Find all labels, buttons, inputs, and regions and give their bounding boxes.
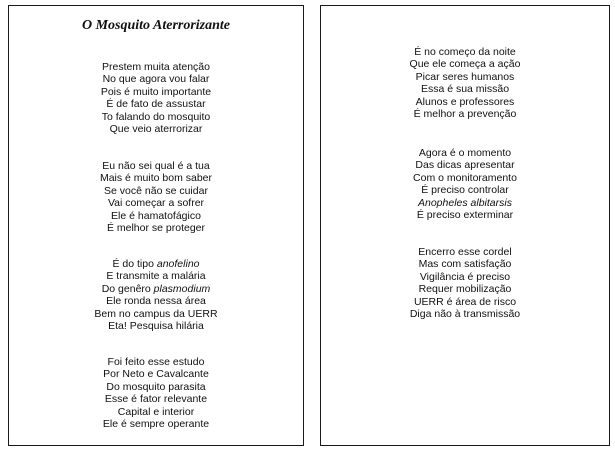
- poem-line: [321, 246, 609, 258]
- poem-line: [9, 295, 303, 307]
- poem-line: [321, 308, 609, 320]
- poem-line: [9, 185, 303, 197]
- line-text: Ele ronda nessa área: [106, 295, 206, 308]
- poem-line: [9, 61, 303, 73]
- italic-term: plasmodium: [153, 282, 211, 295]
- line-text: UERR é área de risco: [413, 295, 517, 308]
- line-text: Ele é hamatofágico: [111, 209, 201, 222]
- poem-line: [321, 271, 609, 283]
- poem-line: [9, 381, 303, 393]
- line-text: Capital e interior: [117, 405, 195, 418]
- poem-line: [9, 123, 303, 135]
- poem-line: [321, 159, 609, 171]
- poem-line: [9, 368, 303, 380]
- poem-line: [9, 418, 303, 430]
- poem-line: [321, 184, 609, 196]
- poem-line: [9, 111, 303, 123]
- stanza-6: [321, 147, 609, 221]
- line-text: Que veio aterrorizar: [109, 123, 203, 136]
- line-text: Essa é sua missão: [420, 83, 510, 96]
- line-text: Eu não sei qual é a tua: [102, 160, 210, 172]
- poem-line: [9, 356, 303, 368]
- poem-line: [321, 46, 609, 58]
- poem-line: [9, 172, 303, 184]
- line-text: Encerro esse cordel: [418, 246, 512, 258]
- poem-line: [9, 283, 303, 295]
- line-text: Pois é muito importante: [100, 85, 212, 98]
- poem-line: [9, 270, 303, 282]
- line-text: Mais é muito bom saber: [99, 172, 213, 185]
- line-text: Vigilância é preciso: [419, 270, 511, 283]
- line-text: Do genêro: [101, 282, 154, 295]
- poem-page-right: [320, 5, 610, 446]
- poem-title: O Mosquito Aterrorizante: [81, 18, 231, 33]
- poem-line: [9, 222, 303, 234]
- line-text: Vai começar a sofrer: [107, 197, 205, 210]
- stanza-3: [9, 258, 303, 332]
- poem-line: [321, 108, 609, 120]
- line-text: Foi feito esse estudo: [107, 356, 205, 368]
- line-text: Picar seres humanos: [415, 70, 515, 83]
- poem-line: [9, 406, 303, 418]
- poem-line: [9, 160, 303, 172]
- line-text: Ele é sempre operante: [102, 418, 210, 431]
- poem-line: [9, 73, 303, 85]
- poem-line: [9, 98, 303, 110]
- poem-line: [321, 96, 609, 108]
- poem-line: [9, 210, 303, 222]
- line-text: Bem no campus da UERR: [94, 307, 218, 320]
- poem-line: [321, 58, 609, 70]
- poem-line: [9, 308, 303, 320]
- poem-line: [321, 197, 609, 209]
- poem-line: [321, 258, 609, 270]
- poem-page-left: [8, 5, 304, 446]
- line-text: É preciso exterminar: [416, 209, 514, 222]
- stanza-4: [9, 356, 303, 430]
- poem-line: [321, 209, 609, 221]
- line-text: Que ele começa a ação: [409, 58, 521, 71]
- stanza-5: [321, 46, 609, 120]
- line-text: É no começo da noite: [414, 46, 516, 58]
- poem-line: [321, 296, 609, 308]
- line-text: É melhor se proteger: [106, 222, 206, 235]
- line-text: Por Neto e Cavalcante: [103, 368, 209, 381]
- stanza-7: [321, 246, 609, 320]
- stanza-1: [9, 61, 303, 135]
- line-text: Com o monitoramento: [413, 171, 517, 184]
- poem-line: [9, 258, 303, 270]
- italic-term: Anopheles albitarsis: [418, 196, 512, 209]
- line-text: No que agora vou falar: [102, 73, 210, 86]
- line-text: Se você não se cuidar: [104, 184, 208, 197]
- line-text: É preciso controlar: [421, 184, 509, 197]
- poem-line: [321, 71, 609, 83]
- poem-line: [9, 320, 303, 332]
- poem-line: [321, 283, 609, 295]
- poem-line: [321, 147, 609, 159]
- poem-line: [9, 86, 303, 98]
- line-text: E transmite a malária: [106, 270, 206, 283]
- line-text: É do tipo: [112, 258, 157, 270]
- poem-line: [321, 172, 609, 184]
- line-text: Do mosquito parasita: [106, 380, 206, 393]
- line-text: Eta! Pesquisa hilária: [108, 320, 204, 333]
- line-text: Alunos e professores: [415, 95, 515, 108]
- poem-line: [9, 197, 303, 209]
- line-text: Requer mobilização: [418, 283, 512, 296]
- line-text: Esse é fator relevante: [104, 393, 208, 406]
- italic-term: anofelino: [156, 258, 200, 270]
- stanza-2: [9, 160, 303, 234]
- line-text: Mas com satisfação: [418, 258, 512, 271]
- poem-line: [9, 393, 303, 405]
- poem-line: [321, 83, 609, 95]
- line-text: É de fato de assustar: [106, 98, 206, 111]
- line-text: Prestem muita atenção: [102, 61, 210, 73]
- line-text: Agora é o momento: [418, 147, 512, 159]
- line-text: To falando do mosquito: [101, 110, 211, 123]
- line-text: É melhor a prevenção: [413, 108, 517, 121]
- line-text: Das dicas apresentar: [415, 159, 515, 172]
- line-text: Diga não à transmissão: [409, 308, 521, 321]
